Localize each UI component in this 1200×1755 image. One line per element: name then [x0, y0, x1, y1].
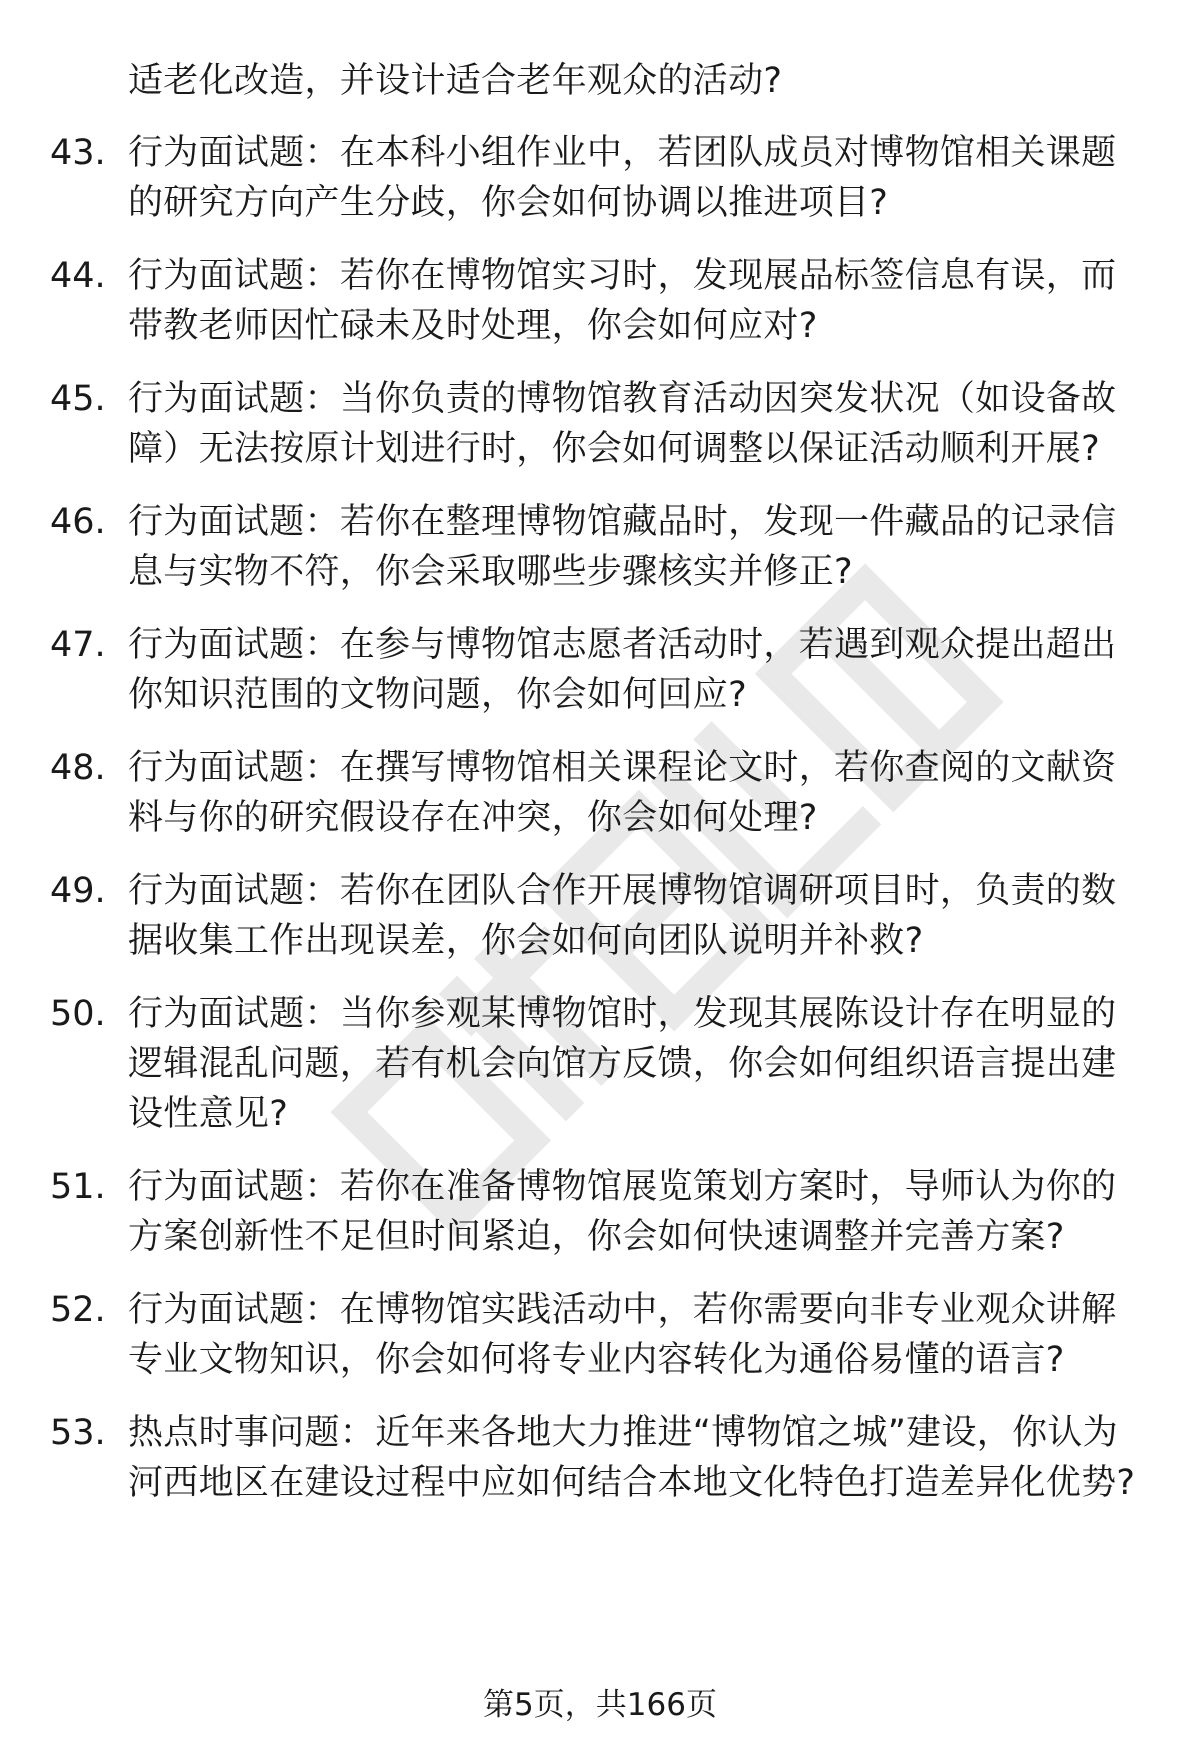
continued-question-text: 适老化改造，并设计适合老年观众的活动? [128, 61, 783, 101]
question-number: 43. [50, 133, 106, 173]
question-text: 行为面试题：在博物馆实践活动中，若你需要向非专业观众讲解专业文物知识，你会如何将专业内容转化为通俗易懂的语言? [128, 1290, 1117, 1380]
question-text: 行为面试题：若你在整理博物馆藏品时，发现一件藏品的记录信息与实物不符，你会采取哪些步骤核实并修正? [128, 502, 1117, 592]
question-text: 热点时事问题：近年来各地大力推进“博物馆之城”建设，你认为河西地区在建设过程中应如何结合本地文化特色打造差异化优势? [128, 1413, 1136, 1503]
question-item [50, 620, 1140, 720]
question-text: 行为面试题：在撰写博物馆相关课程论文时，若你查阅的文献资料与你的研究假设存在冲突，你会如何处理? [128, 748, 1117, 838]
question-number: 51. [50, 1167, 106, 1207]
question-number: 47. [50, 625, 106, 665]
question-number: 53. [50, 1413, 106, 1453]
page-footer: 第5页，共166页 [483, 1687, 717, 1723]
question-number: 49. [50, 871, 106, 911]
question-content [50, 56, 1140, 1531]
question-text: 行为面试题：当你参观某博物馆时，发现其展陈设计存在明显的逻辑混乱问题，若有机会向馆方反馈，你会如何组织语言提出建设性意见? [128, 994, 1117, 1134]
question-item [50, 1285, 1140, 1385]
question-number: 48. [50, 748, 106, 788]
question-number: 50. [50, 994, 106, 1034]
question-item [50, 1162, 1140, 1262]
question-item [50, 1408, 1140, 1508]
question-number: 44. [50, 256, 106, 296]
question-text: 行为面试题：在参与博物馆志愿者活动时，若遇到观众提出超出你知识范围的文物问题，你会如何回应? [128, 625, 1117, 715]
question-item [50, 374, 1140, 474]
question-text: 行为面试题：若你在团队合作开展博物馆调研项目时，负责的数据收集工作出现误差，你会如何向团队说明并补救? [128, 871, 1117, 961]
question-item [50, 989, 1140, 1139]
question-item [50, 497, 1140, 597]
question-list [50, 128, 1140, 1508]
question-text: 行为面试题：若你在博物馆实习时，发现展品标签信息有误，而带教老师因忙碌未及时处理，你会如何应对? [128, 256, 1117, 346]
question-text: 行为面试题：在本科小组作业中，若团队成员对博物馆相关课题的研究方向产生分歧，你会如何协调以推进项目? [128, 133, 1117, 223]
question-item [50, 866, 1140, 966]
question-text: 行为面试题：当你负责的博物馆教育活动因突发状况（如设备故障）无法按原计划进行时，你会如何调整以保证活动顺利开展? [128, 379, 1117, 469]
question-item [50, 128, 1140, 228]
question-item [50, 743, 1140, 843]
question-item [50, 251, 1140, 351]
question-text: 行为面试题：若你在准备博物馆展览策划方案时，导师认为你的方案创新性不足但时间紧迫，你会如何快速调整并完善方案? [128, 1167, 1117, 1257]
question-number: 45. [50, 379, 106, 419]
question-number: 52. [50, 1290, 106, 1330]
question-number: 46. [50, 502, 106, 542]
